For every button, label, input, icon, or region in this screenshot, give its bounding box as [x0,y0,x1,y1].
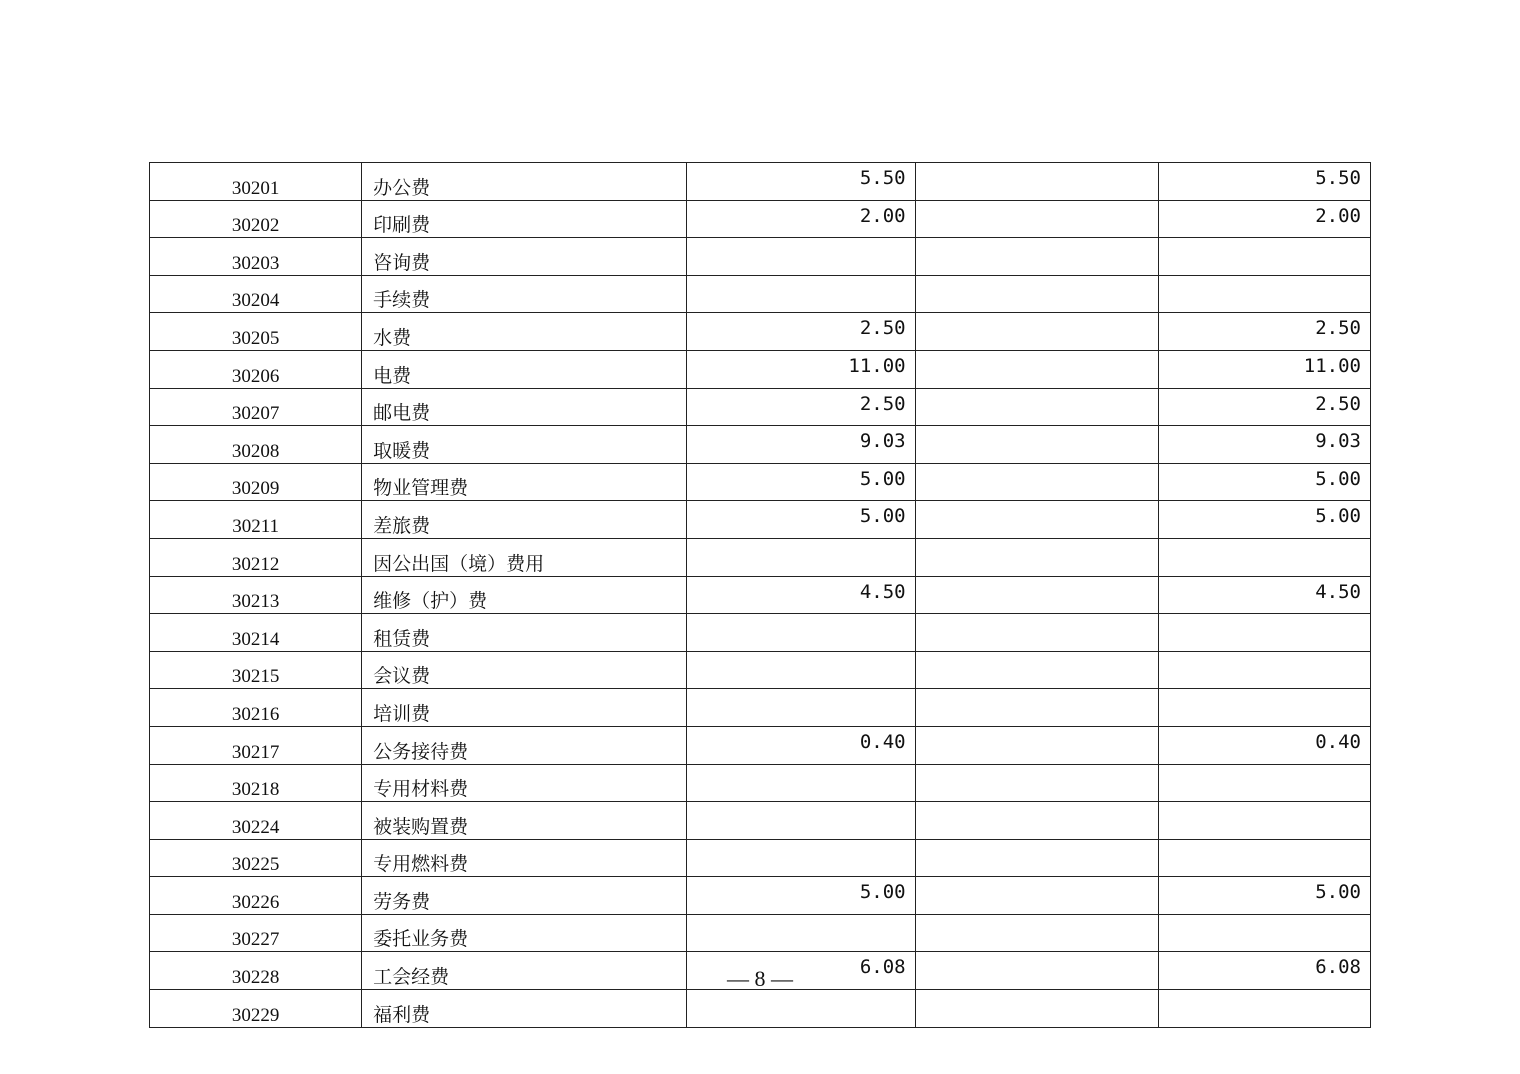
cell-basic [915,839,1158,877]
cell-name: 手续费 [362,275,687,313]
cell-total: 0.40 [687,726,915,764]
cell-code: 30202 [150,200,362,238]
cell-total: 2.50 [687,388,915,426]
cell-project [1158,238,1370,276]
cell-total [687,651,915,689]
cell-total [687,614,915,652]
cell-basic [915,463,1158,501]
cell-code: 30206 [150,350,362,388]
cell-basic [915,726,1158,764]
cell-project: 5.00 [1158,877,1370,915]
cell-project [1158,614,1370,652]
expense-table [149,162,1371,1028]
cell-code: 30215 [150,651,362,689]
cell-total [687,764,915,802]
cell-basic [915,651,1158,689]
cell-total: 11.00 [687,350,915,388]
table-row [150,877,1371,915]
cell-name: 专用材料费 [362,764,687,802]
cell-code: 30208 [150,426,362,464]
cell-project [1158,689,1370,727]
cell-code: 30224 [150,802,362,840]
cell-project [1158,990,1370,1028]
cell-code: 30207 [150,388,362,426]
cell-name: 因公出国（境）费用 [362,538,687,576]
cell-total: 6.08 [687,952,915,990]
cell-project: 0.40 [1158,726,1370,764]
cell-basic [915,576,1158,614]
table-row [150,350,1371,388]
cell-project: 2.50 [1158,313,1370,351]
table-row [150,990,1371,1028]
cell-basic [915,614,1158,652]
cell-total [687,839,915,877]
table-row [150,501,1371,539]
cell-total: 5.00 [687,463,915,501]
cell-name: 办公费 [362,163,687,201]
cell-name: 物业管理费 [362,463,687,501]
table-row [150,388,1371,426]
cell-code: 30205 [150,313,362,351]
cell-project [1158,651,1370,689]
cell-code: 30227 [150,914,362,952]
cell-project [1158,538,1370,576]
table-row [150,163,1371,201]
table-row [150,576,1371,614]
cell-code: 30209 [150,463,362,501]
cell-total [687,802,915,840]
cell-project: 5.00 [1158,463,1370,501]
cell-basic [915,275,1158,313]
cell-project [1158,914,1370,952]
cell-code: 30203 [150,238,362,276]
cell-total: 5.00 [687,501,915,539]
cell-project [1158,764,1370,802]
table-row [150,839,1371,877]
table-row [150,614,1371,652]
cell-name: 水费 [362,313,687,351]
cell-project [1158,275,1370,313]
cell-total [687,538,915,576]
table-row [150,689,1371,727]
cell-total: 4.50 [687,576,915,614]
cell-name: 工会经费 [362,952,687,990]
cell-name: 咨询费 [362,238,687,276]
cell-basic [915,200,1158,238]
table-row [150,463,1371,501]
table-row [150,726,1371,764]
cell-name: 维修（护）费 [362,576,687,614]
cell-basic [915,689,1158,727]
cell-code: 30204 [150,275,362,313]
cell-project: 2.50 [1158,388,1370,426]
cell-total: 5.00 [687,877,915,915]
cell-basic [915,350,1158,388]
cell-code: 30228 [150,952,362,990]
page-number: — 8 — [727,966,793,991]
table-row [150,200,1371,238]
cell-basic [915,990,1158,1028]
cell-basic [915,163,1158,201]
table-row [150,802,1371,840]
table-row [150,275,1371,313]
cell-code: 30229 [150,990,362,1028]
table-row [150,651,1371,689]
cell-name: 专用燃料费 [362,839,687,877]
cell-code: 30218 [150,764,362,802]
cell-total [687,914,915,952]
cell-name: 劳务费 [362,877,687,915]
cell-total [687,238,915,276]
cell-project: 11.00 [1158,350,1370,388]
cell-total [687,689,915,727]
cell-name: 电费 [362,350,687,388]
cell-name: 邮电费 [362,388,687,426]
cell-total [687,275,915,313]
cell-code: 30213 [150,576,362,614]
cell-project [1158,802,1370,840]
cell-basic [915,802,1158,840]
cell-basic [915,764,1158,802]
table-row [150,238,1371,276]
cell-total [687,990,915,1028]
cell-code: 30225 [150,839,362,877]
cell-name: 培训费 [362,689,687,727]
cell-project: 2.00 [1158,200,1370,238]
cell-basic [915,501,1158,539]
table-row [150,914,1371,952]
expense-table-body [150,163,1371,1028]
cell-name: 差旅费 [362,501,687,539]
cell-name: 福利费 [362,990,687,1028]
cell-code: 30216 [150,689,362,727]
cell-code: 30217 [150,726,362,764]
table-row [150,764,1371,802]
cell-total: 2.00 [687,200,915,238]
table-row [150,313,1371,351]
table-row [150,538,1371,576]
cell-basic [915,313,1158,351]
cell-code: 30212 [150,538,362,576]
cell-basic [915,538,1158,576]
cell-basic [915,426,1158,464]
cell-project: 6.08 [1158,952,1370,990]
cell-name: 印刷费 [362,200,687,238]
cell-total: 9.03 [687,426,915,464]
cell-project: 9.03 [1158,426,1370,464]
cell-basic [915,388,1158,426]
cell-project: 5.50 [1158,163,1370,201]
cell-total: 2.50 [687,313,915,351]
cell-name: 租赁费 [362,614,687,652]
cell-basic [915,877,1158,915]
cell-project: 4.50 [1158,576,1370,614]
cell-code: 30201 [150,163,362,201]
cell-basic [915,914,1158,952]
cell-name: 委托业务费 [362,914,687,952]
table-row [150,426,1371,464]
cell-project: 5.00 [1158,501,1370,539]
cell-name: 被装购置费 [362,802,687,840]
cell-project [1158,839,1370,877]
cell-code: 30226 [150,877,362,915]
cell-total: 5.50 [687,163,915,201]
cell-basic [915,238,1158,276]
cell-code: 30211 [150,501,362,539]
cell-name: 公务接待费 [362,726,687,764]
cell-name: 会议费 [362,651,687,689]
cell-name: 取暖费 [362,426,687,464]
cell-code: 30214 [150,614,362,652]
